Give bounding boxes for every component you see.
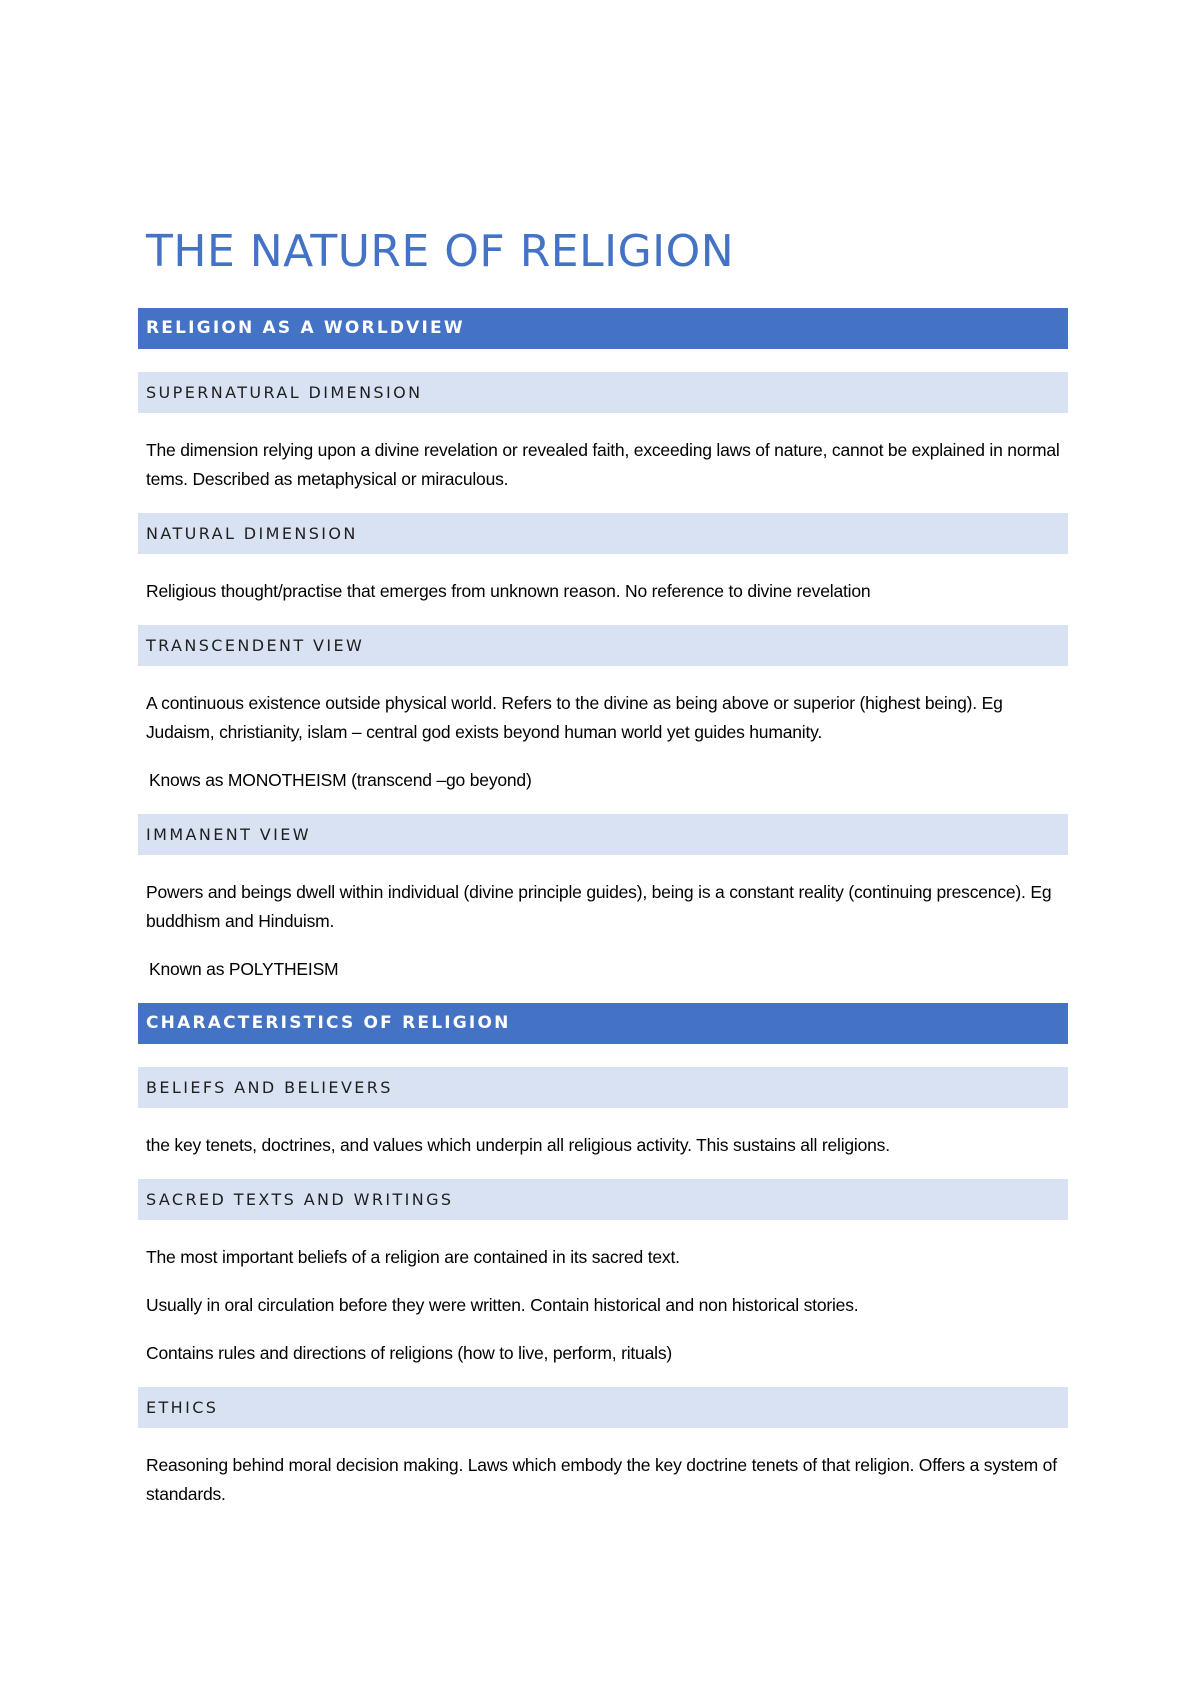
subsection-heading-supernatural: SUPERNATURAL DIMENSION	[138, 372, 1068, 413]
paragraph: the key tenets, doctrines, and values which underpin all religious activity. This sustains all religions.	[146, 1135, 890, 1155]
subsection-heading-beliefs: BELIEFS AND BELIEVERS	[138, 1067, 1068, 1108]
document-page	[138, 224, 1068, 1528]
paragraph: A continuous existence outside physical world. Refers to the divine as being above or superior (highest being). Eg Judaism, christianity, islam – central god exists beyond human world yet guides humanity.	[146, 693, 1003, 742]
section-heading-characteristics: CHARACTERISTICS OF RELIGION	[138, 1003, 1068, 1044]
paragraph: Usually in oral circulation before they were written. Contain historical and non historical stories.	[146, 1295, 859, 1315]
paragraph: Reasoning behind moral decision making. Laws which embody the key doctrine tenets of that religion. Offers a system of standards.	[146, 1455, 1057, 1504]
subsection-heading-natural: NATURAL DIMENSION	[138, 513, 1068, 554]
subsection-heading-ethics: ETHICS	[138, 1387, 1068, 1428]
paragraph: Known as POLYTHEISM	[149, 959, 339, 979]
paragraph: The dimension relying upon a divine revelation or revealed faith, exceeding laws of nature, cannot be explained in normal tems. Described as metaphysical or miraculous.	[146, 440, 1060, 489]
paragraph: Religious thought/practise that emerges from unknown reason. No reference to divine revelation	[146, 581, 871, 601]
paragraph: Knows as MONOTHEISM (transcend –go beyond)	[149, 770, 532, 790]
paragraph: Contains rules and directions of religions (how to live, perform, rituals)	[146, 1343, 672, 1363]
subsection-heading-sacred-texts: SACRED TEXTS AND WRITINGS	[138, 1179, 1068, 1220]
subsection-heading-immanent: IMMANENT VIEW	[138, 814, 1068, 855]
paragraph: The most important beliefs of a religion are contained in its sacred text.	[146, 1247, 680, 1267]
subsection-heading-transcendent: TRANSCENDENT VIEW	[138, 625, 1068, 666]
page-title: THE NATURE OF RELIGION	[146, 226, 735, 277]
paragraph: Powers and beings dwell within individual (divine principle guides), being is a constant reality (continuing prescence). Eg buddhism and Hinduism.	[146, 882, 1052, 931]
section-heading-worldview: RELIGION AS A WORLDVIEW	[138, 308, 1068, 349]
